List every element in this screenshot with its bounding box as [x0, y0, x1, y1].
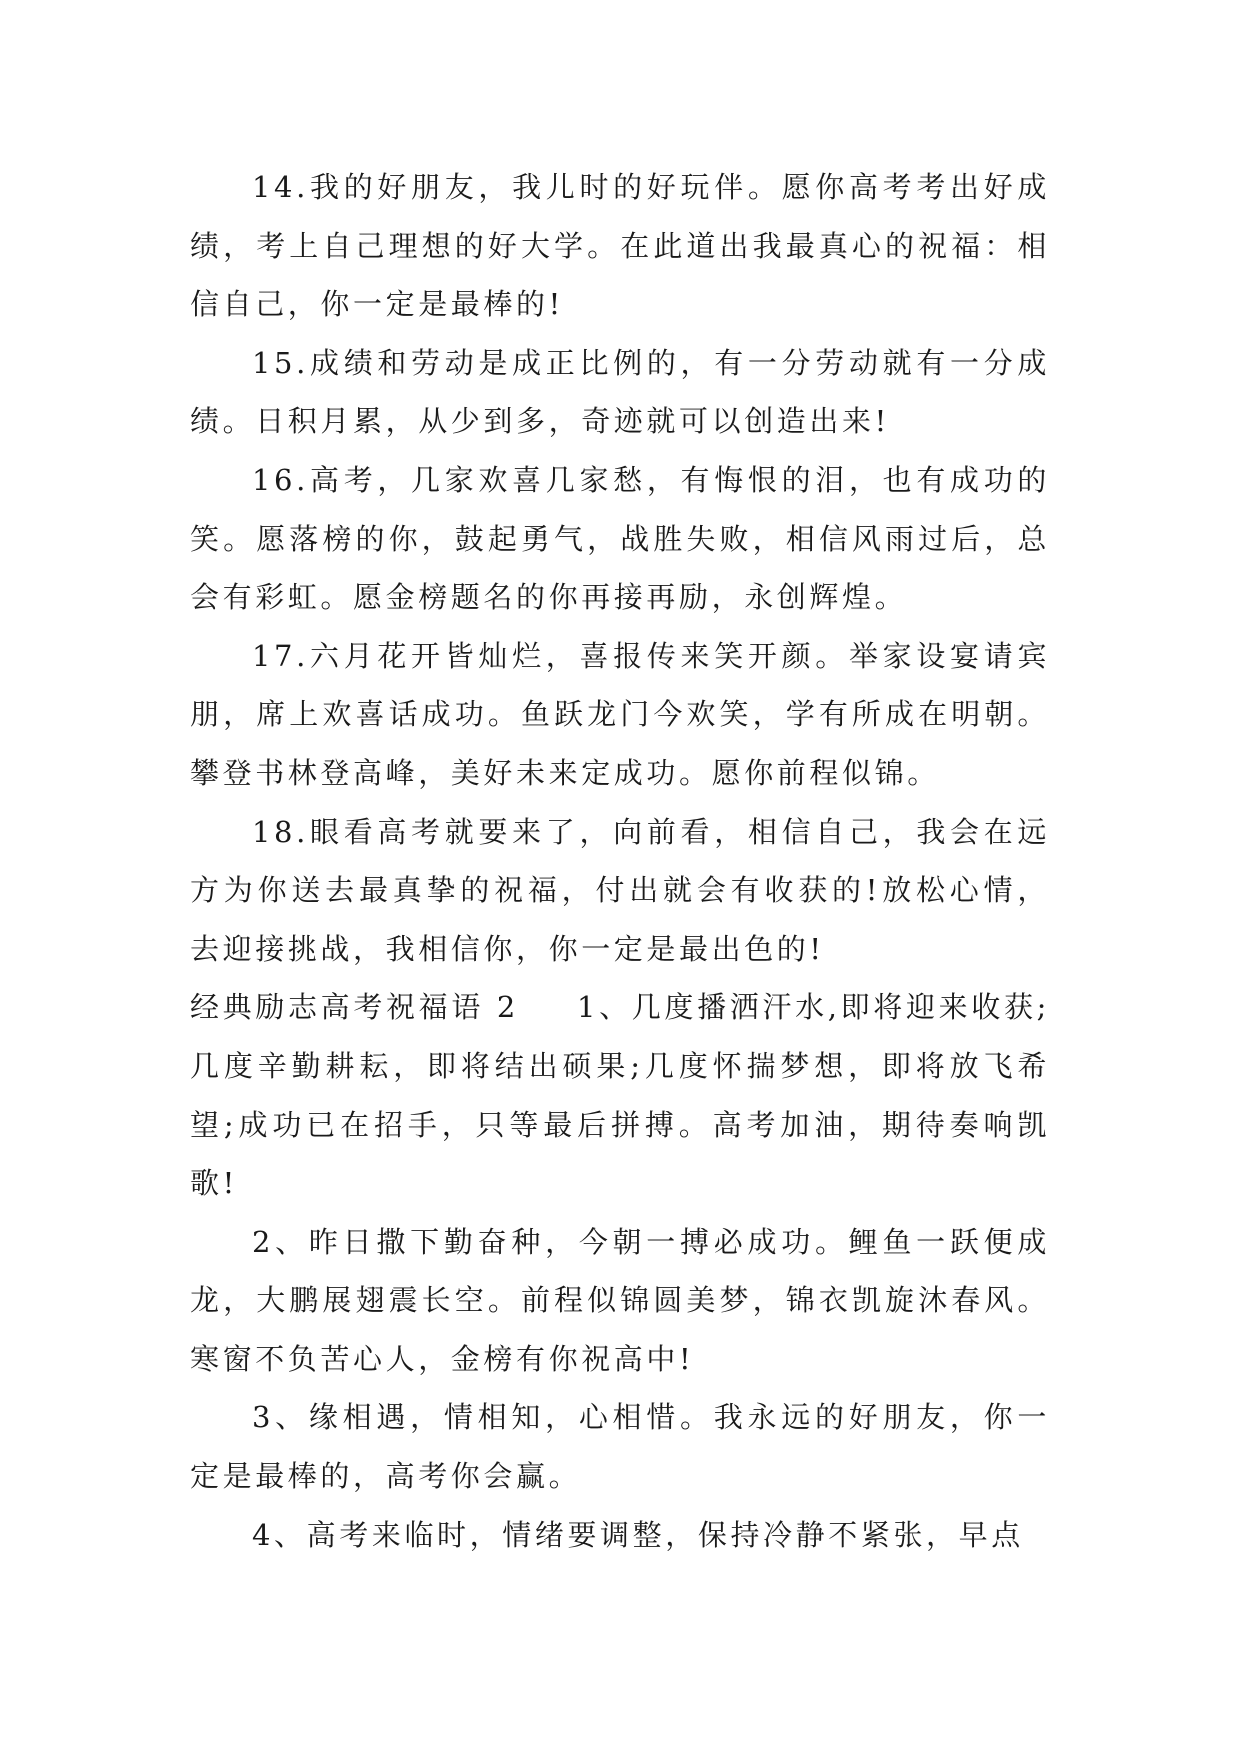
- paragraph-15: 15.成绩和劳动是成正比例的，有一分劳动就有一分成绩。日积月累，从少到多，奇迹就可以创造出来!: [190, 345, 1050, 439]
- document-body: [190, 158, 1050, 1564]
- paragraph-18: 18.眼看高考就要来了，向前看，相信自己，我会在远方为你送去最真挚的祝福，付出就会有收获的!放松心情，去迎接挑战，我相信你，你一定是最出色的!: [190, 814, 1050, 966]
- section-paragraph-1: 1、几度播洒汗水,即将迎来收获;几度辛勤耕耘，即将结出硕果;几度怀揣梦想，即将放飞希望;成功已在招手，只等最后拼搏。高考加油，期待奏响凯歌!: [190, 990, 1050, 1201]
- section-paragraph-3: 3、缘相遇，情相知，心相惜。我永远的好朋友，你一定是最棒的，高考你会赢。: [190, 1400, 1050, 1494]
- section-title: 经典励志高考祝福语 2: [190, 990, 519, 1025]
- paragraph-16: 16.高考，几家欢喜几家愁，有悔恨的泪，也有成功的笑。愿落榜的你，鼓起勇气，战胜失败，相信风雨过后，总会有彩虹。愿金榜题名的你再接再励，永创辉煌。: [190, 462, 1050, 615]
- paragraph-14: 14.我的好朋友，我儿时的好玩伴。愿你高考考出好成绩，考上自己理想的好大学。在此道出我最真心的祝福：相信自己，你一定是最棒的!: [190, 170, 1050, 322]
- section-paragraph-4: 4、高考来临时，情绪要调整，保持冷静不紧张，早点: [252, 1517, 1024, 1552]
- section-heading-paragraph: [190, 978, 1050, 1212]
- section-paragraph-2: 2、昨日撒下勤奋种，今朝一搏必成功。鲤鱼一跃便成龙，大鹏展翅震长空。前程似锦圆美梦，锦衣凯旋沐春风。寒窗不负苦心人，金榜有你祝高中!: [190, 1224, 1050, 1376]
- paragraph-17: 17.六月花开皆灿烂，喜报传来笑开颜。举家设宴请宾朋，席上欢喜话成功。鱼跃龙门今欢笑，学有所成在明朝。攀登书林登高峰，美好未来定成功。愿你前程似锦。: [190, 638, 1050, 790]
